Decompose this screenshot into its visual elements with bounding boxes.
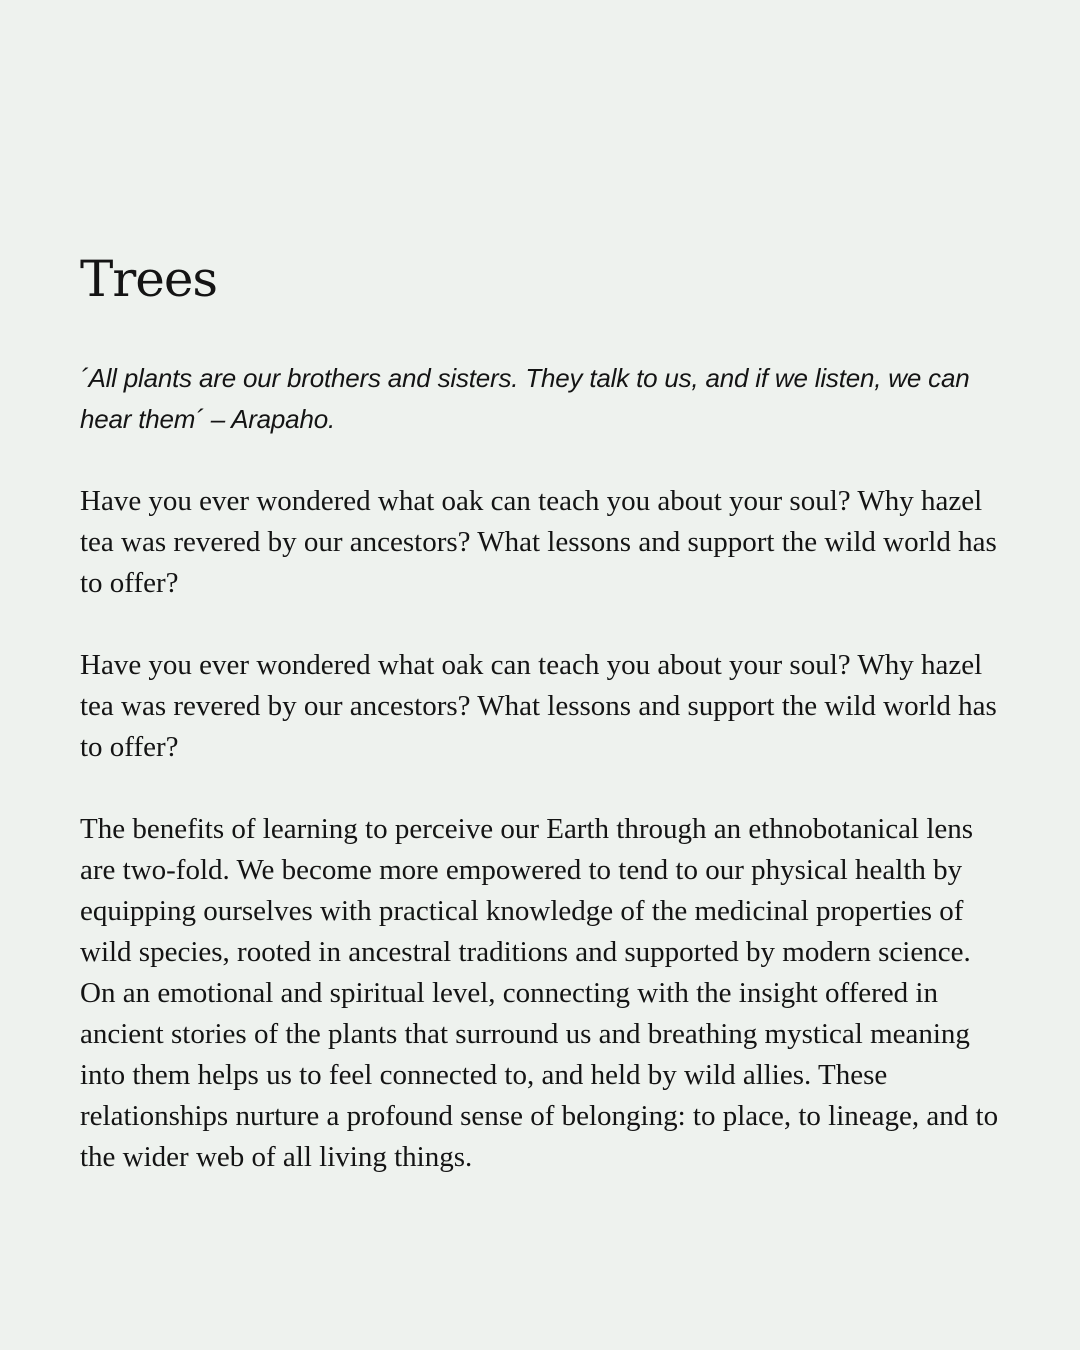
repeated-intro-paragraph: Have you ever wondered what oak can teach you about your soul? Why hazel tea was revered by our ancestors? What lessons and support the wild world has to offer? <box>80 649 997 763</box>
benefits-paragraph: The benefits of learning to perceive our Earth through an ethnobotanical lens are two-fold. We become more empowered to tend to our physical health by equipping ourselves with practical knowledge of the medicinal properties of wild species, rooted in ancestral traditions and supported by modern science. On an emotional and spiritual level, connecting with the insight offered in ancient stories of the plants that surround us and breathing mystical meaning into them helps us to feel connected to, and held by wild allies. These relationships nurture a profound sense of belonging: to place, to lineage, and to the wider web of all living things. <box>80 813 999 1173</box>
article <box>80 248 1000 1178</box>
intro-paragraph: Have you ever wondered what oak can teach you about your soul? Why hazel tea was revered by our ancestors? What lessons and support the wild world has to offer? <box>80 485 997 599</box>
page-title: Trees <box>80 250 218 308</box>
arapaho-quote: ´All plants are our brothers and sisters. They talk to us, and if we listen, we can hear them´ – Arapaho. <box>80 363 970 434</box>
